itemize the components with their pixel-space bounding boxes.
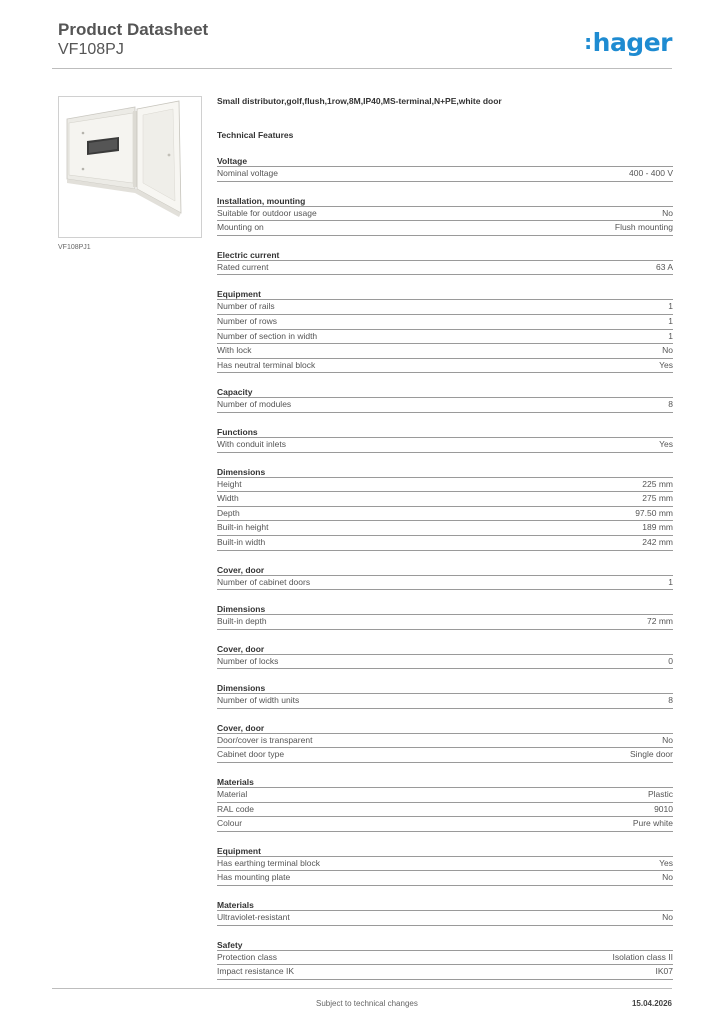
feature-label: Protection class xyxy=(217,951,277,962)
feature-section xyxy=(217,604,673,630)
feature-value: 97.50 mm xyxy=(635,507,673,518)
feature-value: No xyxy=(662,345,673,356)
section-title: Dimensions xyxy=(217,466,266,477)
feature-section xyxy=(217,427,673,453)
feature-section xyxy=(217,900,673,926)
section-title: Dimensions xyxy=(217,604,266,615)
feature-value: Single door xyxy=(629,749,673,760)
feature-label: Height xyxy=(217,478,242,489)
feature-label: Mounting on xyxy=(217,222,264,233)
feature-value: No xyxy=(662,872,673,883)
feature-label: Rated current xyxy=(217,261,269,272)
feature-value: Plastic xyxy=(647,789,673,800)
feature-row xyxy=(217,358,673,374)
feature-label: Number of cabinet doors xyxy=(217,576,311,587)
feature-label: Number of locks xyxy=(217,655,279,666)
feature-value: Yes xyxy=(659,857,673,868)
feature-row xyxy=(217,535,673,551)
feature-row xyxy=(217,477,673,492)
feature-row xyxy=(217,816,673,832)
feature-value: 0 xyxy=(668,655,673,666)
product-photo xyxy=(59,97,203,239)
feature-value: 242 mm xyxy=(642,536,673,547)
feature-row xyxy=(217,802,673,817)
feature-label: Nominal voltage xyxy=(217,168,278,178)
feature-label: Colour xyxy=(217,818,243,829)
section-title: Installation, mounting xyxy=(217,195,306,206)
feature-row xyxy=(217,260,673,276)
feature-value: Flush mounting xyxy=(614,222,673,233)
feature-label: Suitable for outdoor usage xyxy=(217,207,317,218)
feature-row xyxy=(217,693,673,709)
feature-section xyxy=(217,467,673,551)
feature-row xyxy=(217,491,673,506)
feature-row xyxy=(217,950,673,965)
feature-row xyxy=(217,614,673,630)
feature-label: Number of modules xyxy=(217,399,292,410)
feature-value: Yes xyxy=(659,438,673,449)
image-caption: VF108PJ1 xyxy=(58,244,91,251)
section-title: Equipment xyxy=(217,845,261,856)
feature-label: Ultraviolet-resistant xyxy=(217,912,290,923)
product-code: VF108PJ xyxy=(58,41,124,58)
feature-label: With conduit inlets xyxy=(217,438,286,449)
feature-label: Depth xyxy=(217,507,240,518)
feature-value: 400 - 400 V xyxy=(629,168,673,178)
feature-label: Number of section in width xyxy=(217,330,318,341)
feature-label: Built-in height xyxy=(217,522,269,533)
feature-label: Impact resistance IK xyxy=(217,966,295,977)
product-description: Small distributor,golf,flush,1row,8M,IP40,MS-terminal,N+PE,white door xyxy=(217,96,502,106)
feature-value: IK07 xyxy=(655,966,673,977)
feature-section xyxy=(217,723,673,763)
feature-row xyxy=(217,343,673,358)
logo-text: hager xyxy=(592,28,672,57)
feature-label: RAL code xyxy=(217,803,255,814)
section-title: Capacity xyxy=(217,387,253,398)
feature-row xyxy=(217,437,673,453)
feature-section xyxy=(217,156,673,182)
feature-value: Isolation class II xyxy=(612,951,673,962)
feature-row xyxy=(217,506,673,521)
feature-row xyxy=(217,206,673,221)
feature-value: 63 A xyxy=(655,261,673,272)
feature-label: Number of rows xyxy=(217,315,277,326)
section-title: Electric current xyxy=(217,249,280,260)
feature-value: 1 xyxy=(668,576,673,587)
section-title: Voltage xyxy=(217,156,248,166)
feature-section xyxy=(217,644,673,670)
feature-row xyxy=(217,314,673,329)
section-title: Materials xyxy=(217,777,254,788)
feature-label: Has earthing terminal block xyxy=(217,857,320,868)
feature-section xyxy=(217,683,673,709)
feature-section xyxy=(217,387,673,413)
feature-row xyxy=(217,220,673,236)
feature-row xyxy=(217,787,673,802)
header xyxy=(58,20,208,60)
section-title: Equipment xyxy=(217,289,261,300)
feature-row xyxy=(217,575,673,591)
section-title: Cover, door xyxy=(217,722,265,733)
feature-value: Yes xyxy=(659,359,673,370)
feature-value: 1 xyxy=(668,315,673,326)
feature-value: 1 xyxy=(668,330,673,341)
feature-row xyxy=(217,747,673,763)
feature-value: 225 mm xyxy=(642,478,673,489)
footer-date: 15.04.2026 xyxy=(631,999,672,1008)
feature-section xyxy=(217,250,673,276)
feature-value: 72 mm xyxy=(647,616,673,627)
feature-row xyxy=(217,329,673,344)
feature-value: 275 mm xyxy=(642,493,673,504)
feature-label: Width xyxy=(217,493,239,504)
footer-note: Subject to technical changes xyxy=(316,999,418,1008)
feature-label: Has mounting plate xyxy=(217,872,291,883)
feature-label: Door/cover is transparent xyxy=(217,734,313,745)
feature-value: Pure white xyxy=(632,818,673,829)
feature-label: With lock xyxy=(217,345,252,356)
datasheet-content xyxy=(217,96,673,980)
feature-sections xyxy=(217,156,673,980)
feature-value: 9010 xyxy=(654,803,673,814)
section-title: Materials xyxy=(217,900,254,911)
feature-value: 8 xyxy=(668,399,673,410)
footer-divider xyxy=(52,988,672,989)
feature-value: 189 mm xyxy=(642,522,673,533)
feature-row xyxy=(217,397,673,413)
feature-section xyxy=(217,777,673,832)
feature-label: Material xyxy=(217,789,248,800)
hager-logo: :hager xyxy=(584,28,672,57)
feature-label: Number of width units xyxy=(217,695,300,706)
feature-value: No xyxy=(662,734,673,745)
section-title: Cover, door xyxy=(217,564,265,575)
feature-section xyxy=(217,565,673,591)
feature-value: 1 xyxy=(668,301,673,312)
feature-label: Cabinet door type xyxy=(217,749,285,760)
feature-section xyxy=(217,940,673,980)
feature-label: Has neutral terminal block xyxy=(217,359,316,370)
header-divider xyxy=(52,68,672,69)
feature-label: Number of rails xyxy=(217,301,275,312)
feature-row xyxy=(217,299,673,314)
product-image-frame xyxy=(58,96,202,238)
feature-section xyxy=(217,289,673,373)
feature-value: No xyxy=(662,912,673,923)
feature-row xyxy=(217,166,673,182)
feature-row xyxy=(217,654,673,670)
section-title: Cover, door xyxy=(217,643,265,654)
feature-row xyxy=(217,964,673,980)
feature-label: Built-in width xyxy=(217,536,266,547)
feature-row xyxy=(217,733,673,748)
feature-section xyxy=(217,846,673,886)
page-title: Product Datasheet xyxy=(58,20,209,39)
feature-row xyxy=(217,856,673,871)
feature-row xyxy=(217,520,673,535)
section-title: Functions xyxy=(217,426,258,437)
feature-label: Built-in depth xyxy=(217,616,267,627)
feature-value: No xyxy=(662,207,673,218)
technical-features-heading: Technical Features xyxy=(217,130,294,140)
section-title: Dimensions xyxy=(217,683,266,694)
feature-value: 8 xyxy=(668,695,673,706)
feature-row xyxy=(217,910,673,926)
feature-section xyxy=(217,196,673,236)
feature-row xyxy=(217,870,673,886)
section-title: Safety xyxy=(217,939,243,950)
